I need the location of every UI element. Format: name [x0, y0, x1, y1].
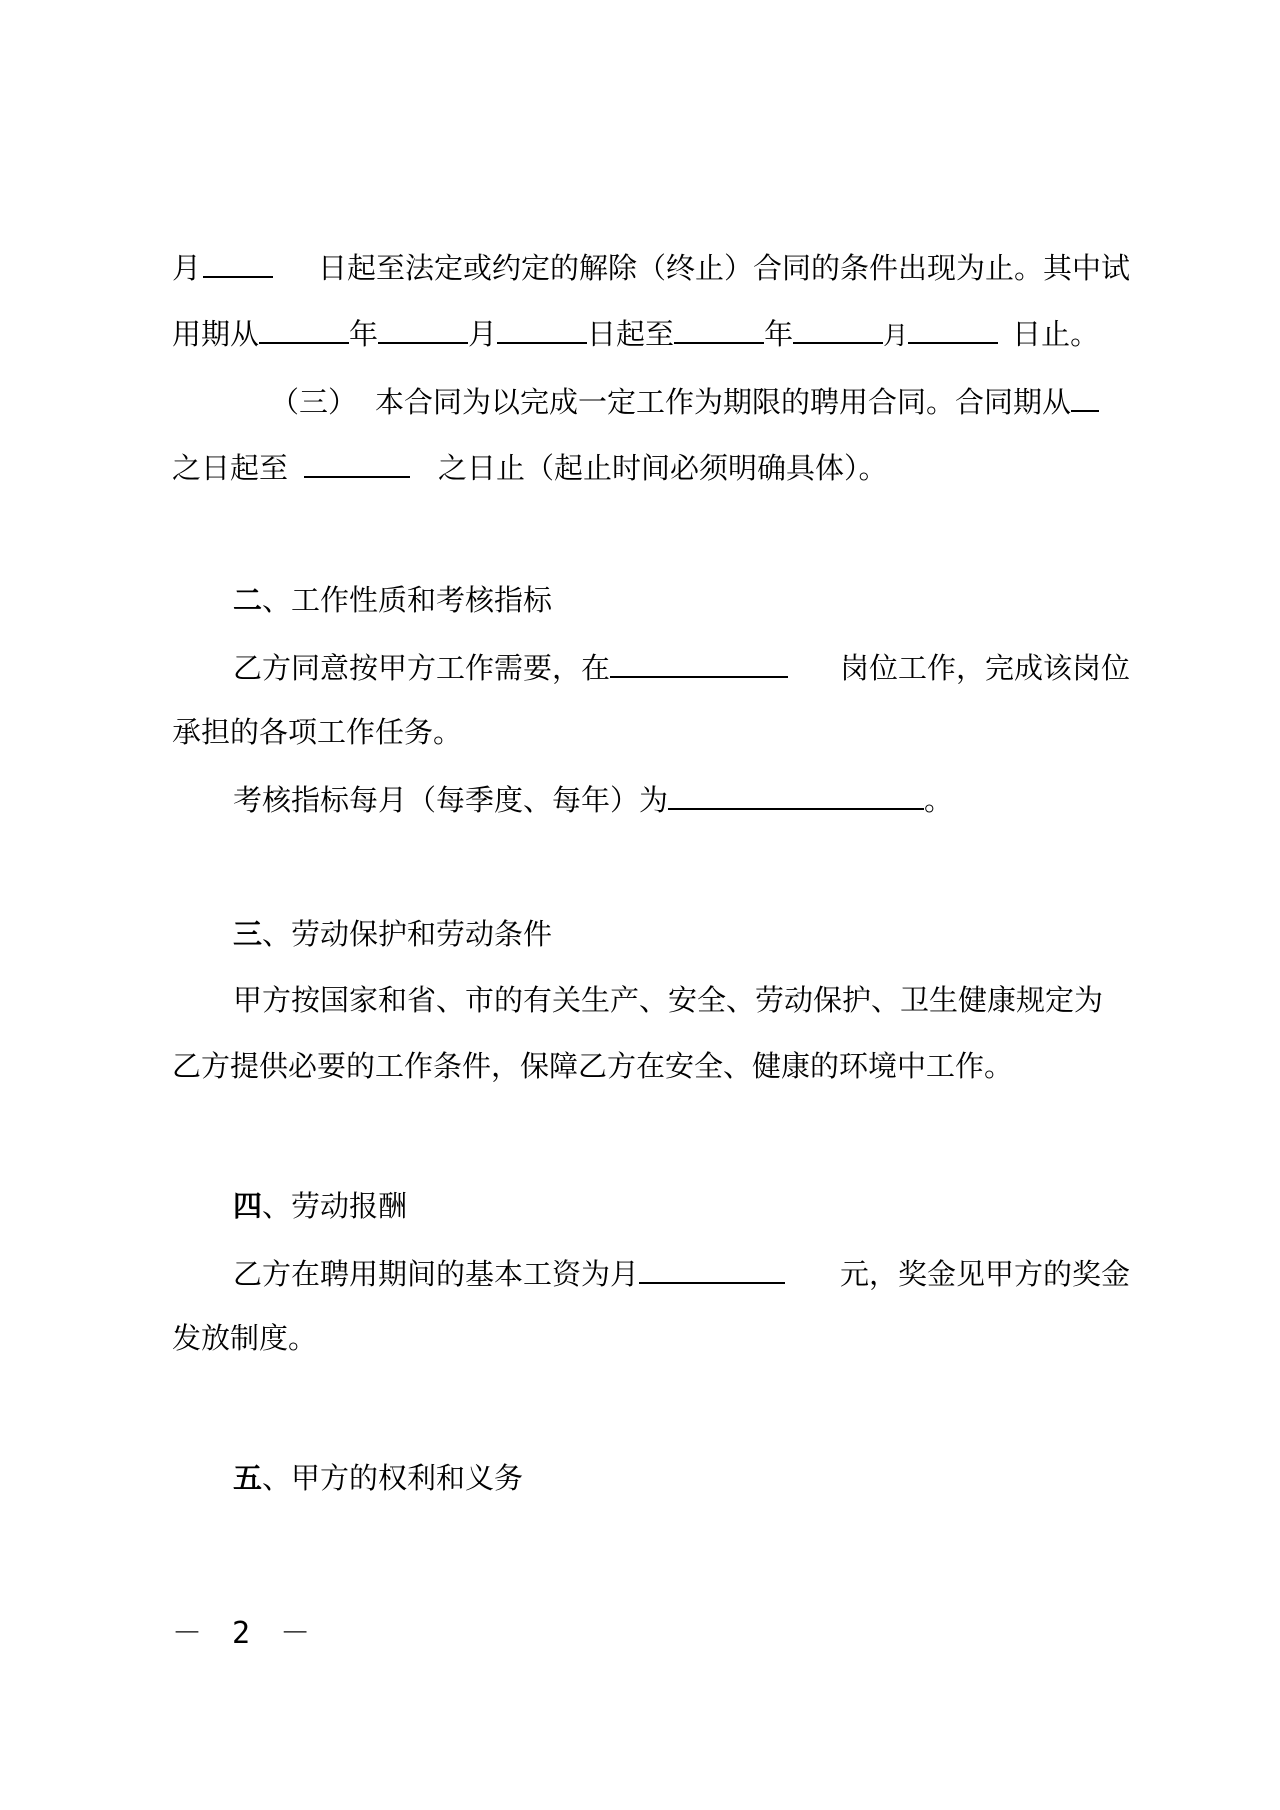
page-number: － 2 － [172, 1616, 317, 1651]
blank-contract-start[interactable] [1071, 380, 1099, 412]
text-labor-protection-1: 甲方按国家和省、市的有关生产、安全、劳动保护、卫生健康规定为 [233, 983, 1104, 1017]
text-item-three: （三） [270, 385, 358, 419]
text-assessment-index: 考核指标每月（每季度、每年）为 [233, 783, 669, 817]
text-month: 月 [172, 251, 202, 285]
task-based-contract-line-1 [270, 380, 1130, 422]
blank-probation-start-month[interactable] [378, 312, 468, 344]
section-5-title: 、甲方的权利和义务 [262, 1461, 524, 1495]
text-post-work: 岗位工作，完成该岗位 [839, 651, 1130, 685]
section-2-paragraph-1-line-2 [172, 712, 1130, 752]
section-4-paragraph-line-2 [172, 1318, 1130, 1358]
text-bonus: 元，奖金见甲方的奖金 [839, 1257, 1130, 1291]
text-term-end-condition: 日起至法定或约定的解除（终止）合同的条件出现为止。其中试 [317, 251, 1130, 285]
text-labor-protection-2: 乙方提供必要的工作条件，保障乙方在安全、健康的环境中工作。 [172, 1049, 1014, 1083]
text-day-end: 日止。 [1012, 317, 1100, 351]
blank-post-name[interactable] [610, 646, 788, 678]
blank-base-salary[interactable] [639, 1252, 785, 1284]
text-until-date: 之日止（起止时间必须明确具体）。 [438, 451, 888, 485]
section-4-number: 四 [233, 1189, 263, 1223]
blank-day-field[interactable] [203, 246, 273, 278]
contract-term-line-1 [172, 246, 1130, 288]
text-year: 年 [349, 317, 379, 351]
text-from-date: 之日起至 [172, 451, 289, 485]
text-month: 月 [883, 321, 909, 350]
blank-probation-end-month[interactable] [793, 312, 883, 344]
section-3-number: 三 [233, 917, 263, 951]
task-based-contract-line-2 [172, 446, 1130, 488]
section-2-number: 二 [233, 583, 263, 617]
text-day-from: 日起至 [587, 317, 675, 351]
text-year: 年 [764, 317, 794, 351]
text-task-based-contract: 本合同为以完成一定工作为期限的聘用合同。合同期从 [375, 385, 1072, 419]
section-3-paragraph-line-2 [172, 1046, 1130, 1086]
text-month: 月 [468, 317, 498, 351]
blank-probation-start-year[interactable] [259, 312, 349, 344]
probation-period-line [172, 312, 1130, 356]
section-4-title: 、劳动报酬 [262, 1189, 408, 1223]
section-3-title: 、劳动保护和劳动条件 [262, 917, 553, 951]
section-5-heading [233, 1458, 1130, 1498]
section-5-number: 五 [233, 1461, 263, 1495]
section-2-heading [233, 580, 1130, 620]
section-4-heading [233, 1186, 1130, 1226]
text-probation-from: 用期从 [172, 317, 260, 351]
text-bonus-system: 发放制度。 [172, 1321, 318, 1355]
blank-probation-start-day[interactable] [497, 312, 587, 344]
section-3-paragraph-line-1 [233, 980, 1130, 1020]
text-agree-post: 乙方同意按甲方工作需要，在 [233, 651, 611, 685]
section-3-heading [233, 914, 1130, 954]
blank-assessment-index[interactable] [668, 778, 924, 810]
section-4-paragraph-line-1 [233, 1252, 1130, 1294]
text-base-salary: 乙方在聘用期间的基本工资为月 [233, 1257, 640, 1291]
blank-probation-end-day[interactable] [908, 312, 998, 344]
section-2-paragraph-2 [233, 778, 1130, 820]
text-tasks: 承担的各项工作任务。 [172, 715, 463, 749]
blank-contract-end[interactable] [304, 446, 410, 478]
section-2-title: 、工作性质和考核指标 [262, 583, 553, 617]
blank-probation-end-year[interactable] [674, 312, 764, 344]
section-2-paragraph-1-line-1 [233, 646, 1130, 688]
text-period: 。 [924, 783, 954, 817]
